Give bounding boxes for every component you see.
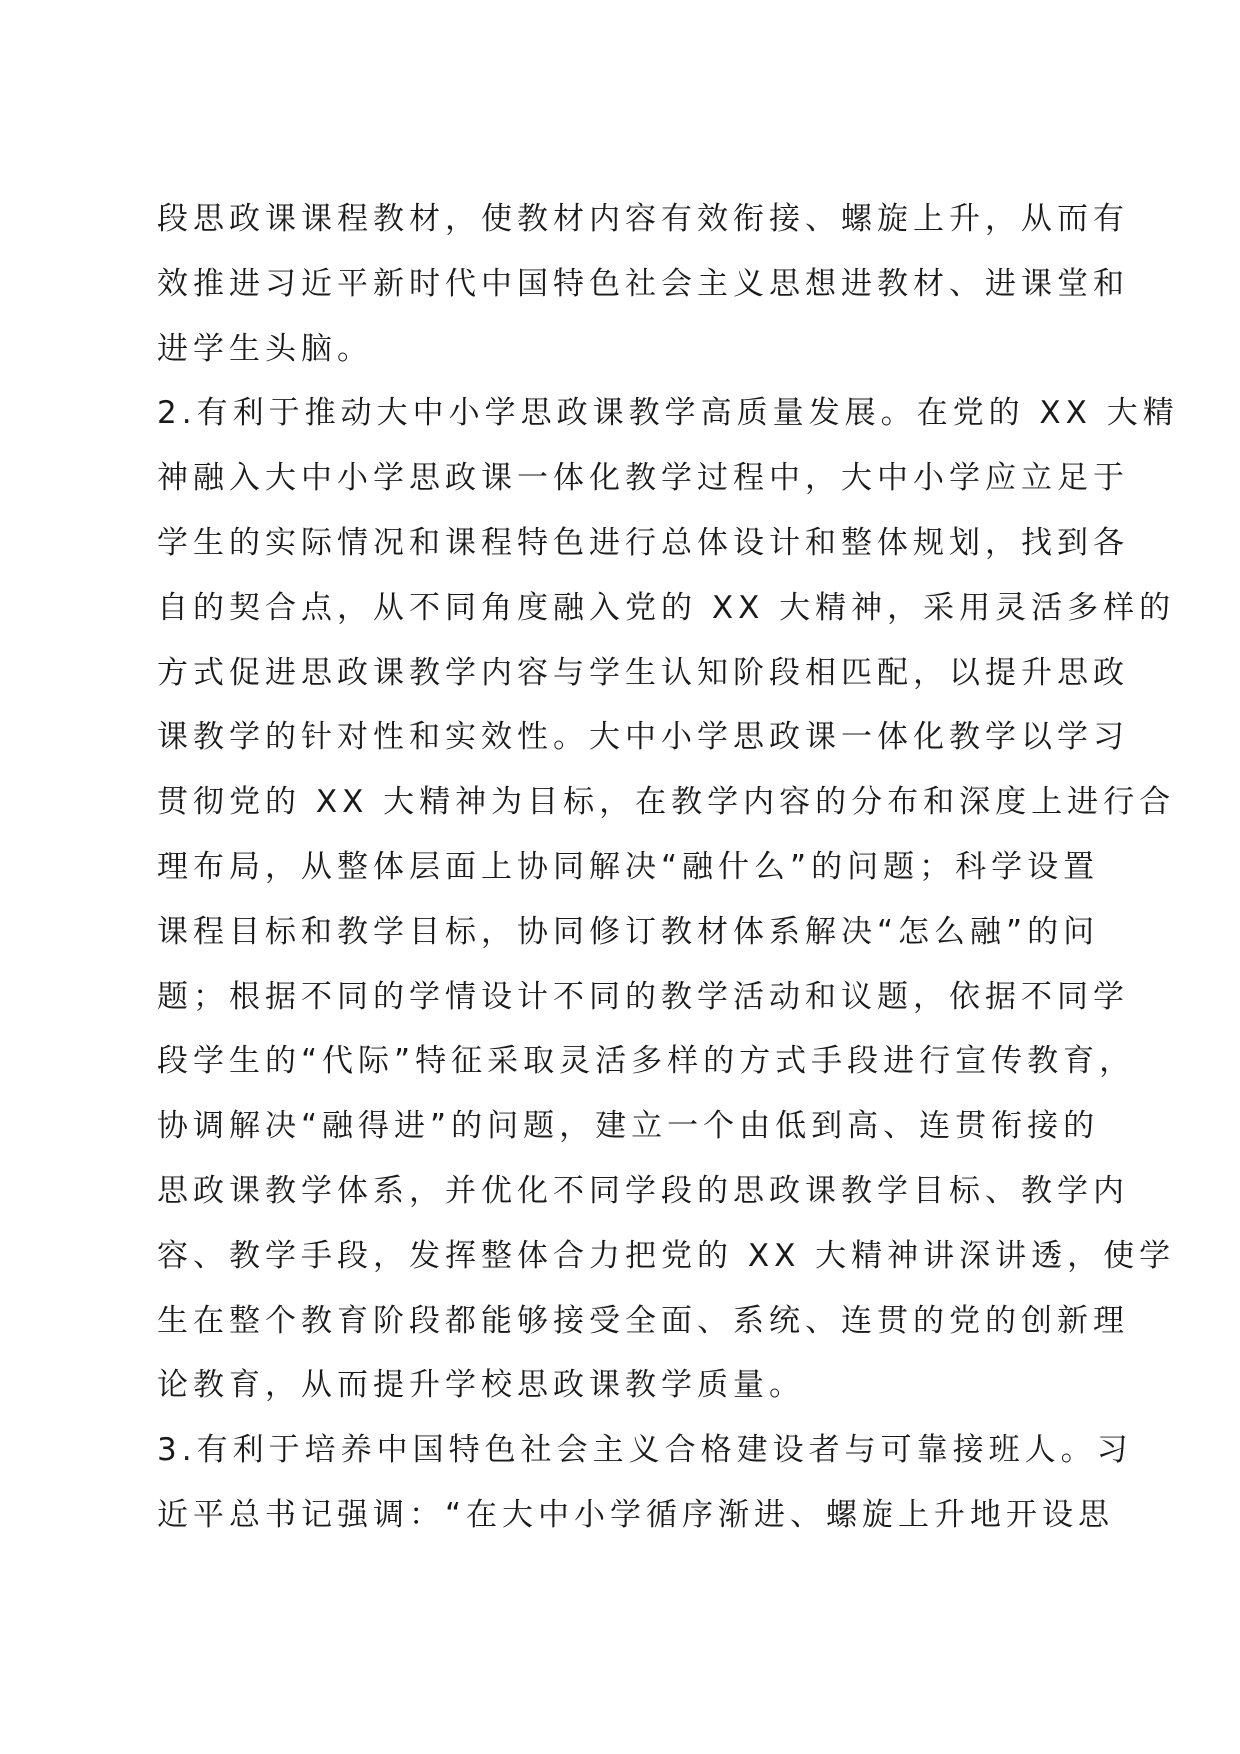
text-line: 题；根据不同的学情设计不同的教学活动和议题，依据不同学 [157, 978, 1129, 1015]
text-line: 思政课教学体系，并优化不同学段的思政课教学目标、教学内 [157, 1172, 1129, 1209]
text-line: 生在整个教育阶段都能够接受全面、系统、连贯的党的创新理 [157, 1302, 1129, 1339]
text-line: 论教育，从而提升学校思政课教学质量。 [157, 1367, 805, 1404]
text-line: 自的契合点，从不同角度融入党的 XX 大精神，采用灵活多样的 [157, 589, 1176, 626]
text-line: 2.有利于推动大中小学思政课教学高质量发展。在党的 XX 大精 [157, 395, 1179, 432]
text-line: 理布局，从整体层面上协同解决“融什么”的问题；科学设置 [157, 848, 1100, 885]
text-line: 神融入大中小学思政课一体化教学过程中，大中小学应立足于 [157, 460, 1129, 497]
text-line: 容、教学手段，发挥整体合力把党的 XX 大精神讲深讲透，使学 [157, 1237, 1176, 1274]
text-line: 方式促进思政课教学内容与学生认知阶段相匹配，以提升思政 [157, 654, 1129, 691]
text-line: 3.有利于培养中国特色社会主义合格建设者与可靠接班人。习 [157, 1432, 1133, 1469]
text-line: 课程目标和教学目标，协同修订教材体系解决“怎么融”的问 [157, 913, 1100, 950]
body-text [157, 187, 1179, 1548]
text-line: 近平总书记强调：“在大中小学循序渐进、螺旋上升地开设思 [157, 1496, 1115, 1533]
text-line: 段学生的“代际”特征采取灵活多样的方式手段进行宣传教育， [157, 1043, 1136, 1080]
text-line: 段思政课课程教材，使教材内容有效衔接、螺旋上升，从而有 [157, 201, 1129, 237]
text-line: 效推进习近平新时代中国特色社会主义思想进教材、进课堂和 [157, 265, 1129, 302]
text-line: 课教学的针对性和实效性。大中小学思政课一体化教学以学习 [157, 719, 1129, 756]
text-line: 贯彻党的 XX 大精神为目标，在教学内容的分布和深度上进行合 [157, 784, 1176, 821]
text-line: 进学生头脑。 [157, 330, 373, 367]
text-line: 协调解决“融得进”的问题，建立一个由低到高、连贯衔接的 [157, 1108, 1100, 1145]
text-line: 学生的实际情况和课程特色进行总体设计和整体规划，找到各 [157, 524, 1129, 561]
